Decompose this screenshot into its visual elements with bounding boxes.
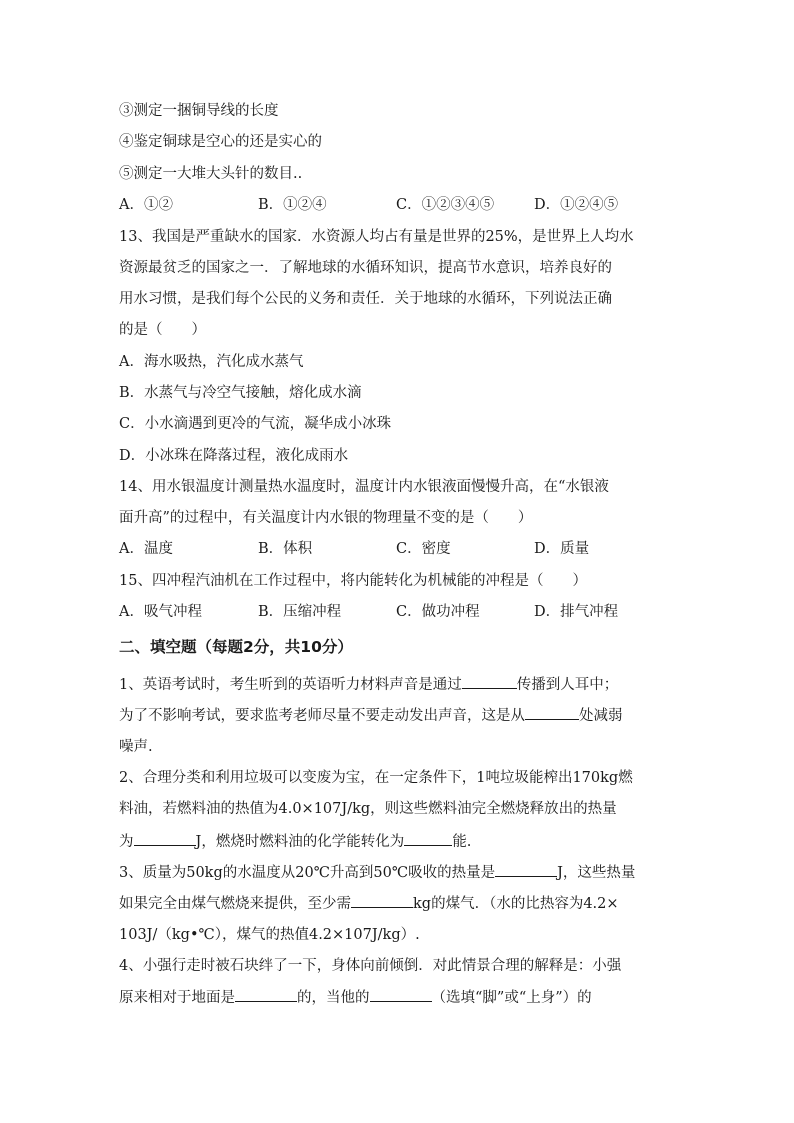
q15-line: 15、四冲程汽油机在工作过程中，将内能转化为机械能的冲程是（ ） — [119, 573, 587, 589]
fill2-line-3: 为 J，燃烧时燃料油的化学能转化为 能. — [119, 831, 471, 852]
fill3-line-1: 3、质量为50kg的水温度从20℃升高到50℃吸收的热量是 J，这些热量 — [119, 862, 635, 883]
fill1-line-1: 1、英语考试时，考生听到的英语听力材料声音是通过 传播到人耳中； — [119, 674, 618, 695]
answer-blank[interactable] — [462, 674, 517, 689]
q14-options — [119, 539, 679, 559]
q14-line-2: 面升高”的过程中，有关温度计内水银的物理量不变的是（ ） — [119, 510, 533, 526]
q13-option-d: D．小冰珠在降落过程，液化成雨水 — [119, 448, 349, 464]
q13-line-4: 的是（ ） — [119, 322, 206, 338]
option-b: B．压缩冲程 — [258, 604, 342, 620]
option-a: A．①② — [119, 197, 173, 213]
q14-line-1: 14、用水银温度计测量热水温度时，温度计内水银液面慢慢升高，在“水银液 — [119, 479, 609, 495]
q13-option-b: B．水蒸气与冷空气接触，熔化成水滴 — [119, 385, 362, 401]
answer-blank[interactable] — [370, 987, 432, 1002]
option-b: B．体积 — [258, 541, 313, 557]
q13-line-1: 13、我国是严重缺水的国家．水资源人均占有量是世界的25%，是世界上人均水 — [119, 229, 634, 245]
option-d: D．质量 — [534, 541, 590, 557]
option-a: A．温度 — [119, 541, 173, 557]
prev-question-item-5: ⑤测定一大堆大头针的数目.. — [119, 166, 303, 182]
fill4-line-1: 4、小强行走时被石块绊了一下，身体向前倾倒．对此情景合理的解释是：小强 — [119, 958, 622, 974]
prev-question-item-3: ③测定一捆铜导线的长度 — [119, 103, 279, 119]
q13-line-2: 资源最贫乏的国家之一．了解地球的水循环知识，提高节水意识，培养良好的 — [119, 260, 612, 276]
q13-option-c: C．小水滴遇到更冷的气流，凝华成小冰珠 — [119, 416, 392, 432]
q13-line-3: 用水习惯，是我们每个公民的义务和责任．关于地球的水循环，下列说法正确 — [119, 291, 612, 307]
option-c: C．做功冲程 — [396, 604, 480, 620]
answer-blank[interactable] — [404, 831, 452, 846]
option-d: D．①②④⑤ — [534, 197, 619, 213]
q13-option-a: A．海水吸热，汽化成水蒸气 — [119, 354, 304, 370]
option-c: C．密度 — [396, 541, 451, 557]
answer-blank[interactable] — [351, 893, 413, 908]
answer-blank[interactable] — [525, 705, 579, 720]
option-b: B．①②④ — [258, 197, 327, 213]
answer-blank[interactable] — [495, 862, 557, 877]
option-d: D．排气冲程 — [534, 604, 619, 620]
fill1-line-2: 为了不影响考试，要求监考老师尽量不要走动发出声音，这是从 处减弱 — [119, 705, 623, 726]
fill3-line-2: 如果完全由煤气燃烧来提供，至少需 kg的煤气．（水的比热容为4.2× — [119, 893, 619, 914]
fill4-line-2: 原来相对于地面是 的，当他的 （选填“脚”或“上身”）的 — [119, 987, 592, 1008]
answer-blank[interactable] — [235, 987, 297, 1002]
option-c: C．①②③④⑤ — [396, 197, 495, 213]
fill3-line-3: 103J/（kg•℃），煤气的热值4.2×107J/kg）. — [119, 927, 420, 943]
option-a: A．吸气冲程 — [119, 604, 202, 620]
fill2-line-1: 2、合理分类和利用垃圾可以变废为宝，在一定条件下，1吨垃圾能榨出170kg燃 — [119, 770, 633, 786]
prev-question-options — [119, 195, 679, 215]
prev-question-item-4: ④鉴定铜球是空心的还是实心的 — [119, 134, 322, 150]
section-title-fill-in: 二、填空题（每题2分，共10分） — [119, 638, 353, 656]
answer-blank[interactable] — [134, 831, 196, 846]
fill1-line-3: 噪声. — [119, 739, 153, 755]
q15-options — [119, 602, 679, 622]
fill2-line-2: 料油，若燃料油的热值为4.0×107J/kg，则这些燃料油完全燃烧释放出的热量 — [119, 801, 617, 817]
